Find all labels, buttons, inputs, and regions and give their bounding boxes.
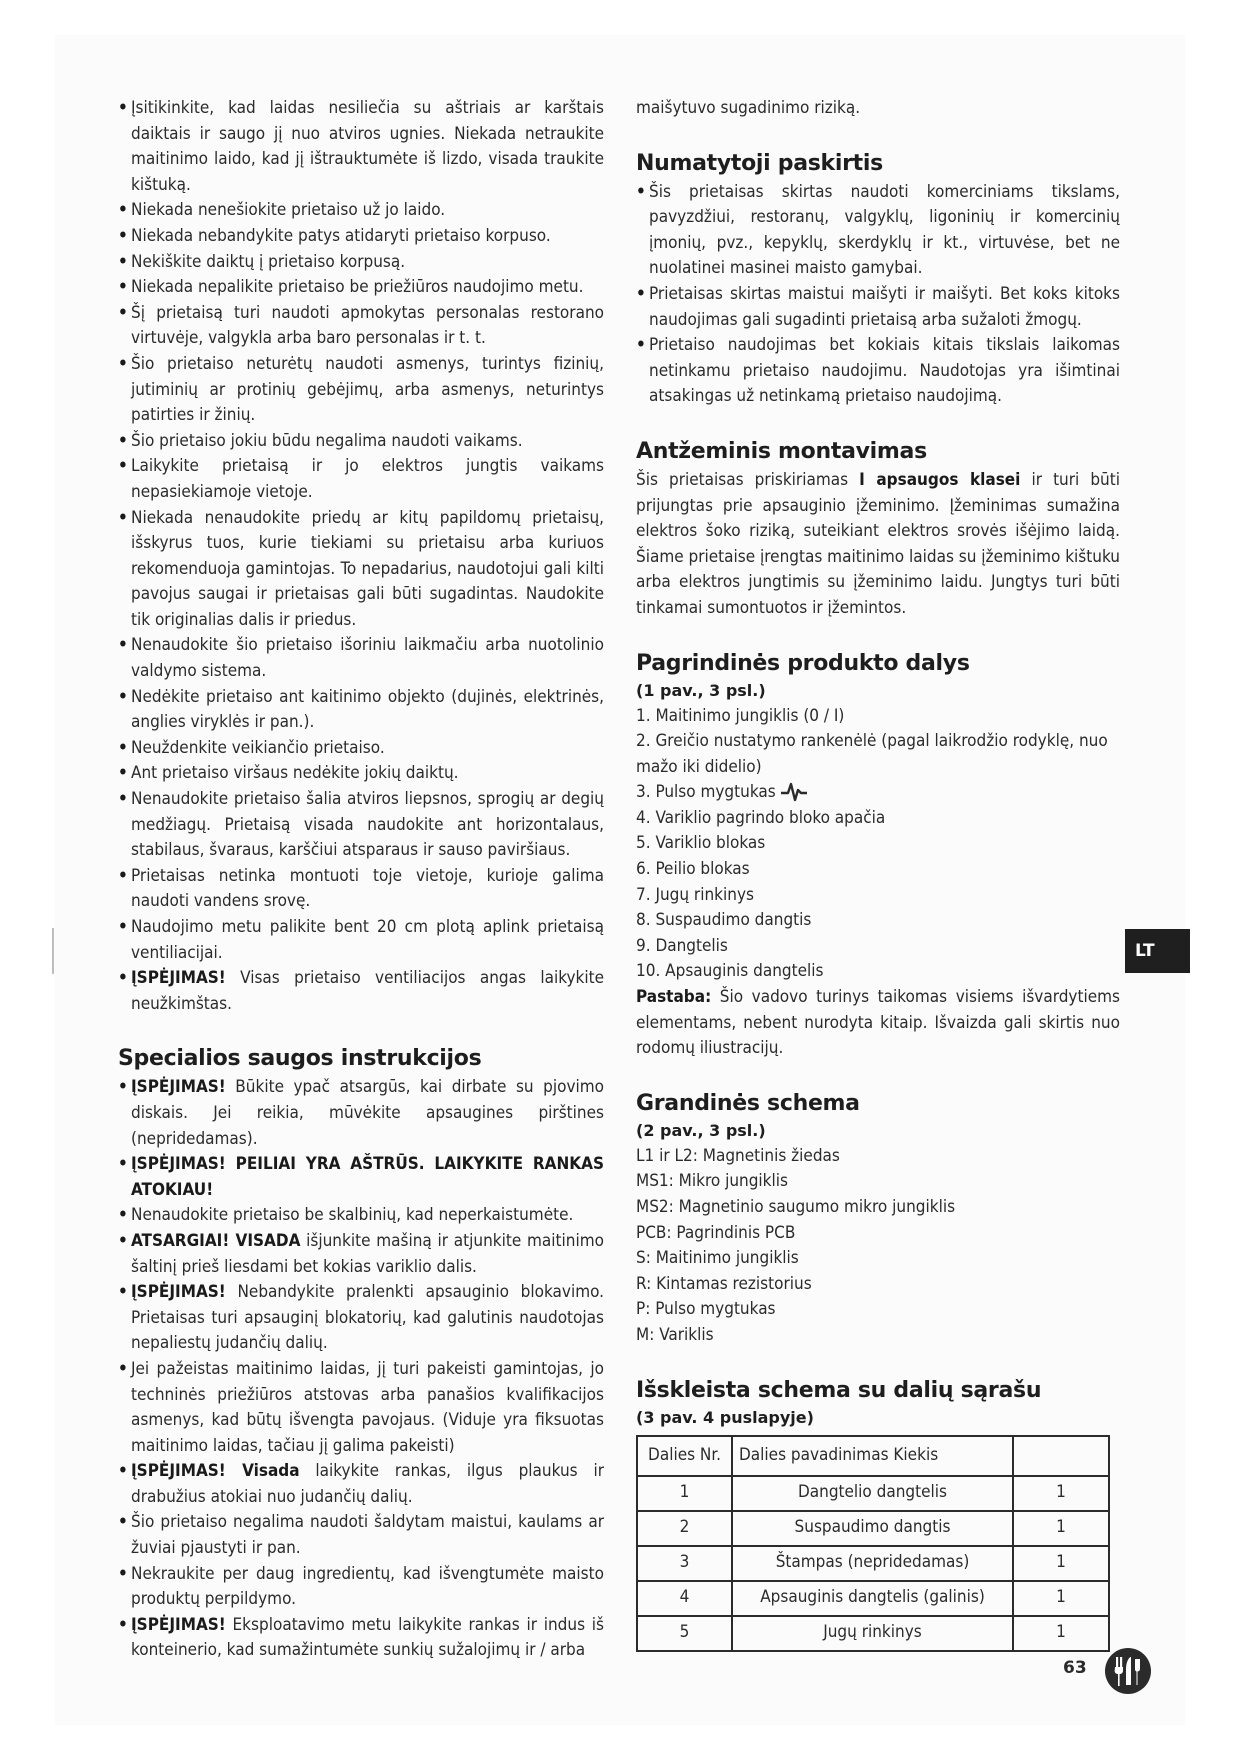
parts-table-row	[637, 1616, 1109, 1651]
note-text: Šio vadovo turinys taikomas visiems išvardytiems elementams, nebent nurodyta kitaip. Išvaizda gali skirtis nuo rodomų iliustracijų.	[636, 987, 1120, 1059]
main-part-item	[636, 883, 1120, 909]
grounding-heading: Antžeminis montavimas	[636, 438, 927, 464]
special-safety-item	[118, 1562, 604, 1613]
note-paragraph	[636, 985, 1120, 1062]
safety-bullet-item: • Šio prietaiso neturėtų naudoti asmenys, turintys fizinių, jutiminių ar protinių gebėjimų, arba asmenys, neturintys patirties ir žinių.	[118, 352, 604, 429]
grounding-paragraph	[636, 468, 1120, 622]
warning-label: ĮSPĖJIMAS!	[131, 968, 226, 989]
circuit-heading: Grandinės schema	[636, 1090, 860, 1116]
safety-bullet-item: • Naudojimo metu palikite bent 20 cm plotą aplink prietaisą ventiliacijai.	[118, 915, 604, 966]
safety-bullet-item: • Niekada nebandykite patys atidaryti prietaiso korpuso.	[118, 224, 604, 250]
main-part-label: 8. Suspaudimo dangtis	[636, 910, 812, 931]
special-safety-text: išjunkite mašiną ir atjunkite maitinimo šaltinį prieš liesdami bet kokias variklio dalis.	[131, 1230, 604, 1277]
special-safety-text: Nebandykite pralenkti apsauginio blokavimo. Prietaisas turi apsauginį blokatorių, kad galutinis naudotojas nepaliestų judančių dalių.	[131, 1282, 604, 1354]
circuit-legend-item: M: Variklis	[636, 1324, 714, 1345]
warning-label: ĮSPĖJIMAS! Visada	[131, 1461, 300, 1482]
part-number-cell: 5	[637, 1616, 732, 1651]
scan-edge-mark	[52, 928, 54, 974]
main-part-label: 2. Greičio nustatymo rankenėlė (pagal laikrodžio rodyklę, nuo mažo iki didelio)	[636, 731, 1108, 777]
main-parts-reference: (1 pav., 3 psl.)	[636, 680, 766, 700]
main-parts-list	[636, 704, 1120, 986]
safety-bullet-item: • Nekiškite daiktų į prietaiso korpusą.	[118, 250, 604, 276]
header-empty	[1013, 1436, 1109, 1476]
warning-label: ĮSPĖJIMAS!	[131, 1614, 226, 1635]
special-safety-item	[118, 1152, 604, 1203]
safety-bullet-item: • Šio prietaiso jokiu būdu negalima naudoti vaikams.	[118, 429, 604, 455]
main-part-item	[636, 806, 1120, 832]
circuit-legend-item: R: Kintamas rezistorius	[636, 1273, 812, 1294]
circuit-legend-item: MS2: Magnetinio saugumo mikro jungiklis	[636, 1197, 956, 1217]
part-qty-cell: 1	[1013, 1616, 1109, 1651]
safety-bullet-item: • Ant prietaiso viršaus nedėkite jokių daiktų.	[118, 761, 604, 787]
part-name-cell: Apsauginis dangtelis (galinis)	[732, 1581, 1013, 1616]
part-qty-cell: 1	[1013, 1546, 1109, 1581]
grounding-text-pre: Šis prietaisas priskiriamas	[636, 469, 860, 490]
main-part-label: 1. Maitinimo jungiklis (0 / I)	[636, 705, 845, 726]
left-column	[118, 96, 604, 1664]
part-number-cell: 2	[637, 1511, 732, 1546]
warning-text: Visas prietaiso ventiliacijos angas laikykite neužkimštas.	[131, 968, 604, 1014]
main-part-label: 4. Variklio pagrindo bloko apačia	[636, 807, 886, 828]
special-safety-item	[118, 1229, 604, 1280]
main-part-label: 10. Apsauginis dangtelis	[636, 961, 824, 982]
safety-bullet-item: • Prietaisas netinka montuoti toje vietoje, kurioje galima naudoti vandens srovę.	[118, 864, 604, 915]
main-part-label: 9. Dangtelis	[636, 935, 728, 956]
safety-bullet-item: • Šį prietaisą turi naudoti apmokytas personalas restorano virtuvėje, valgykla arba baro personalas ir t. t.	[118, 301, 604, 352]
warning-label: ATSARGIAI! VISADA	[131, 1230, 301, 1251]
main-part-item	[636, 934, 1120, 960]
main-part-label: 7. Jugų rinkinys	[636, 884, 754, 905]
main-part-label: 5. Variklio blokas	[636, 833, 766, 854]
grounding-text-post: ir turi būti prijungtas prie apsauginio įžeminimo. Įžeminimas sumažina elektros šoko riziką, suteikiant elektros srovės išėjimo laidą. Šiame prietaise įrengtas maitinimo laidas su įžeminimo kištuku arba elektros jungtimis su įžeminimo laidu. Jungtys turi būti tinkamai sumontuotos ir įžemintos.	[636, 469, 1120, 618]
special-safety-item	[118, 1075, 604, 1152]
continuation-text: maišytuvo sugadinimo riziką.	[636, 98, 861, 118]
part-name-cell: Jugų rinkinys	[732, 1616, 1013, 1651]
intended-use-item: • Prietaiso naudojimas bet kokiais kitais tikslais laikomas netinkamu prietaiso naudojimu. Naudotojas yra išimtinai atsakingas už netinkamą prietaiso naudojimą.	[636, 333, 1120, 410]
safety-bullet-item: • Niekada nenaudokite priedų ar kitų papildomų prietaisų, išskyrus tuos, kurie tiekiami su prietaisu arba kuriuos rekomenduoja gamintojas. To nepadarius, naudotojui gali kilti pavojus saugai ir prietaisas gali būti sugadintas. Naudokite tik originalias dalis ir priedus.	[118, 506, 604, 634]
header-part-name-qty: Dalies pavadinimas Kiekis	[732, 1436, 1013, 1476]
main-parts-heading: Pagrindinės produkto dalys	[636, 650, 970, 676]
safety-bullet-item: • Nedėkite prietaiso ant kaitinimo objekto (dujinės, elektrinės, anglies viryklės ir pan.).	[118, 685, 604, 736]
special-safety-item	[118, 1459, 604, 1510]
special-safety-heading: Specialios saugos instrukcijos	[118, 1046, 482, 1072]
part-number-cell: 3	[637, 1546, 732, 1581]
vent-warning-list	[118, 966, 604, 1017]
circuit-legend-item: L1 ir L2: Magnetinis žiedas	[636, 1145, 840, 1166]
main-part-item	[636, 857, 1120, 883]
special-safety-text: Šio prietaiso negalima naudoti šaldytam maistui, kaulams ar žuviai pjaustyti ir pan.	[131, 1512, 604, 1559]
special-safety-text: Jei pažeistas maitinimo laidas, jį turi pakeisti gamintojas, jo techninės priežiūros atstovas arba panašios kvalifikacijos asmenys, kad būtų išvengta pavojaus. (Viduje yra fiksuotas maitinimo laidas, tačiau jį galima pakeisti)	[131, 1358, 604, 1456]
circuit-legend-list	[636, 1144, 1120, 1349]
parts-table-row	[637, 1546, 1109, 1581]
main-part-item	[636, 780, 1120, 806]
special-safety-item	[118, 1613, 604, 1664]
language-tab: LT	[1125, 929, 1190, 973]
special-safety-item	[118, 1203, 604, 1229]
right-column	[636, 96, 1120, 1652]
parts-table-header-row	[637, 1436, 1109, 1476]
note-label: Pastaba:	[636, 987, 712, 1008]
main-part-label: 6. Peilio blokas	[636, 859, 750, 880]
part-qty-cell: 1	[1013, 1476, 1109, 1511]
intended-use-heading: Numatytoji paskirtis	[636, 150, 883, 176]
part-qty-cell: 1	[1013, 1511, 1109, 1546]
warning-label: ĮSPĖJIMAS! PEILIAI YRA AŠTRŪS. LAIKYKITE RANKAS ATOKIAU!	[131, 1154, 604, 1200]
safety-bullet-item: • Niekada nepalikite prietaiso be priežiūros naudojimo metu.	[118, 275, 604, 301]
circuit-legend-item: S: Maitinimo jungiklis	[636, 1248, 799, 1269]
part-name-cell: Suspaudimo dangtis	[732, 1511, 1013, 1546]
special-safety-item	[118, 1357, 604, 1459]
header-part-number: Dalies Nr.	[637, 1436, 732, 1476]
main-part-item	[636, 831, 1120, 857]
special-safety-text: Nekraukite per daug ingredientų, kad išvengtumėte maisto produktų perpildymo.	[131, 1563, 604, 1610]
safety-bullet-item: • Nenaudokite prietaiso šalia atviros liepsnos, sprogių ar degių medžiagų. Prietaisą visada naudokite ant horizontalaus, stabilaus, švaraus, karščiui atsparaus ir sauso paviršiaus.	[118, 787, 604, 864]
special-safety-text: Nenaudokite prietaiso be skalbinių, kad neperkaistumėte.	[131, 1205, 574, 1226]
special-safety-text: laikykite rankas, ilgus plaukus ir drabužius atokiai nuo judančių dalių.	[131, 1461, 604, 1507]
intended-use-item: • Prietaisas skirtas maistui maišyti ir maišyti. Bet koks kitoks naudojimas gali sugadinti prietaisą arba sužaloti žmogų.	[636, 282, 1120, 333]
protection-class-label: I apsaugos klasei	[859, 469, 1021, 490]
special-safety-text: Eksploatavimo metu laikykite rankas ir indus iš konteinerio, kad sumažintumėte sunkių sužalojimų ir / arba	[131, 1614, 604, 1661]
exploded-view-heading: Išskleista schema su dalių sąrašu	[636, 1377, 1042, 1403]
part-number-cell: 1	[637, 1476, 732, 1511]
main-part-label: 3. Pulso mygtukas	[636, 782, 776, 803]
main-part-item	[636, 729, 1120, 780]
part-qty-cell: 1	[1013, 1581, 1109, 1616]
intended-use-item: • Šis prietaisas skirtas naudoti komerciniams tikslams, pavyzdžiui, restoranų, valgyklų, ligoninių ir komercinių įmonių, pvz., kepyklų, skerdyklų ir kt., virtuvėse, bet ne nuolatinei masinei maisto gamybai.	[636, 180, 1120, 282]
special-safety-text: Būkite ypač atsargūs, kai dirbate su pjovimo diskais. Jei reikia, mūvėkite apsaugines pirštines (nepridedamas).	[131, 1077, 604, 1149]
circuit-legend-item: MS1: Mikro jungiklis	[636, 1171, 789, 1192]
pulse-waveform-icon	[780, 781, 808, 803]
parts-table-row	[637, 1581, 1109, 1616]
part-name-cell: Štampas (nepridedamas)	[732, 1546, 1013, 1581]
parts-table	[636, 1435, 1110, 1652]
safety-bullet-item: • Įsitikinkite, kad laidas nesiliečia su aštriais ar karštais daiktais ir saugo jį nuo atviros ugnies. Niekada netraukite maitinimo laido, kad jį ištrauktumėte iš lizdo, visada traukite kištuką.	[118, 96, 604, 198]
safety-bullet-list	[118, 96, 604, 966]
special-safety-list	[118, 1075, 604, 1664]
safety-bullet-item: • Niekada nenešiokite prietaiso už jo laido.	[118, 198, 604, 224]
special-safety-item	[118, 1280, 604, 1357]
exploded-view-reference: (3 pav. 4 puslapyje)	[636, 1407, 814, 1427]
warning-label: ĮSPĖJIMAS!	[131, 1077, 226, 1098]
circuit-legend-item: PCB: Pagrindinis PCB	[636, 1222, 796, 1243]
main-part-item	[636, 959, 1120, 985]
special-safety-item	[118, 1510, 604, 1561]
intended-use-list	[636, 180, 1120, 410]
parts-table-row	[637, 1476, 1109, 1511]
main-part-item	[636, 704, 1120, 730]
cutlery-logo-icon	[1104, 1647, 1152, 1695]
part-name-cell: Dangtelio dangtelis	[732, 1476, 1013, 1511]
page-number: 63	[1063, 1658, 1087, 1678]
safety-bullet-item: • Nenaudokite šio prietaiso išoriniu laikmačiu arba nuotolinio valdymo sistema.	[118, 633, 604, 684]
parts-table-row	[637, 1511, 1109, 1546]
main-part-item	[636, 908, 1120, 934]
vent-warning-item	[118, 966, 604, 1017]
safety-bullet-item: • Laikykite prietaisą ir jo elektros jungtis vaikams nepasiekiamoje vietoje.	[118, 454, 604, 505]
warning-label: ĮSPĖJIMAS!	[131, 1282, 226, 1303]
circuit-reference: (2 pav., 3 psl.)	[636, 1120, 766, 1140]
circuit-legend-item: P: Pulso mygtukas	[636, 1299, 776, 1320]
safety-bullet-item: • Neuždenkite veikiančio prietaiso.	[118, 736, 604, 762]
part-number-cell: 4	[637, 1581, 732, 1616]
